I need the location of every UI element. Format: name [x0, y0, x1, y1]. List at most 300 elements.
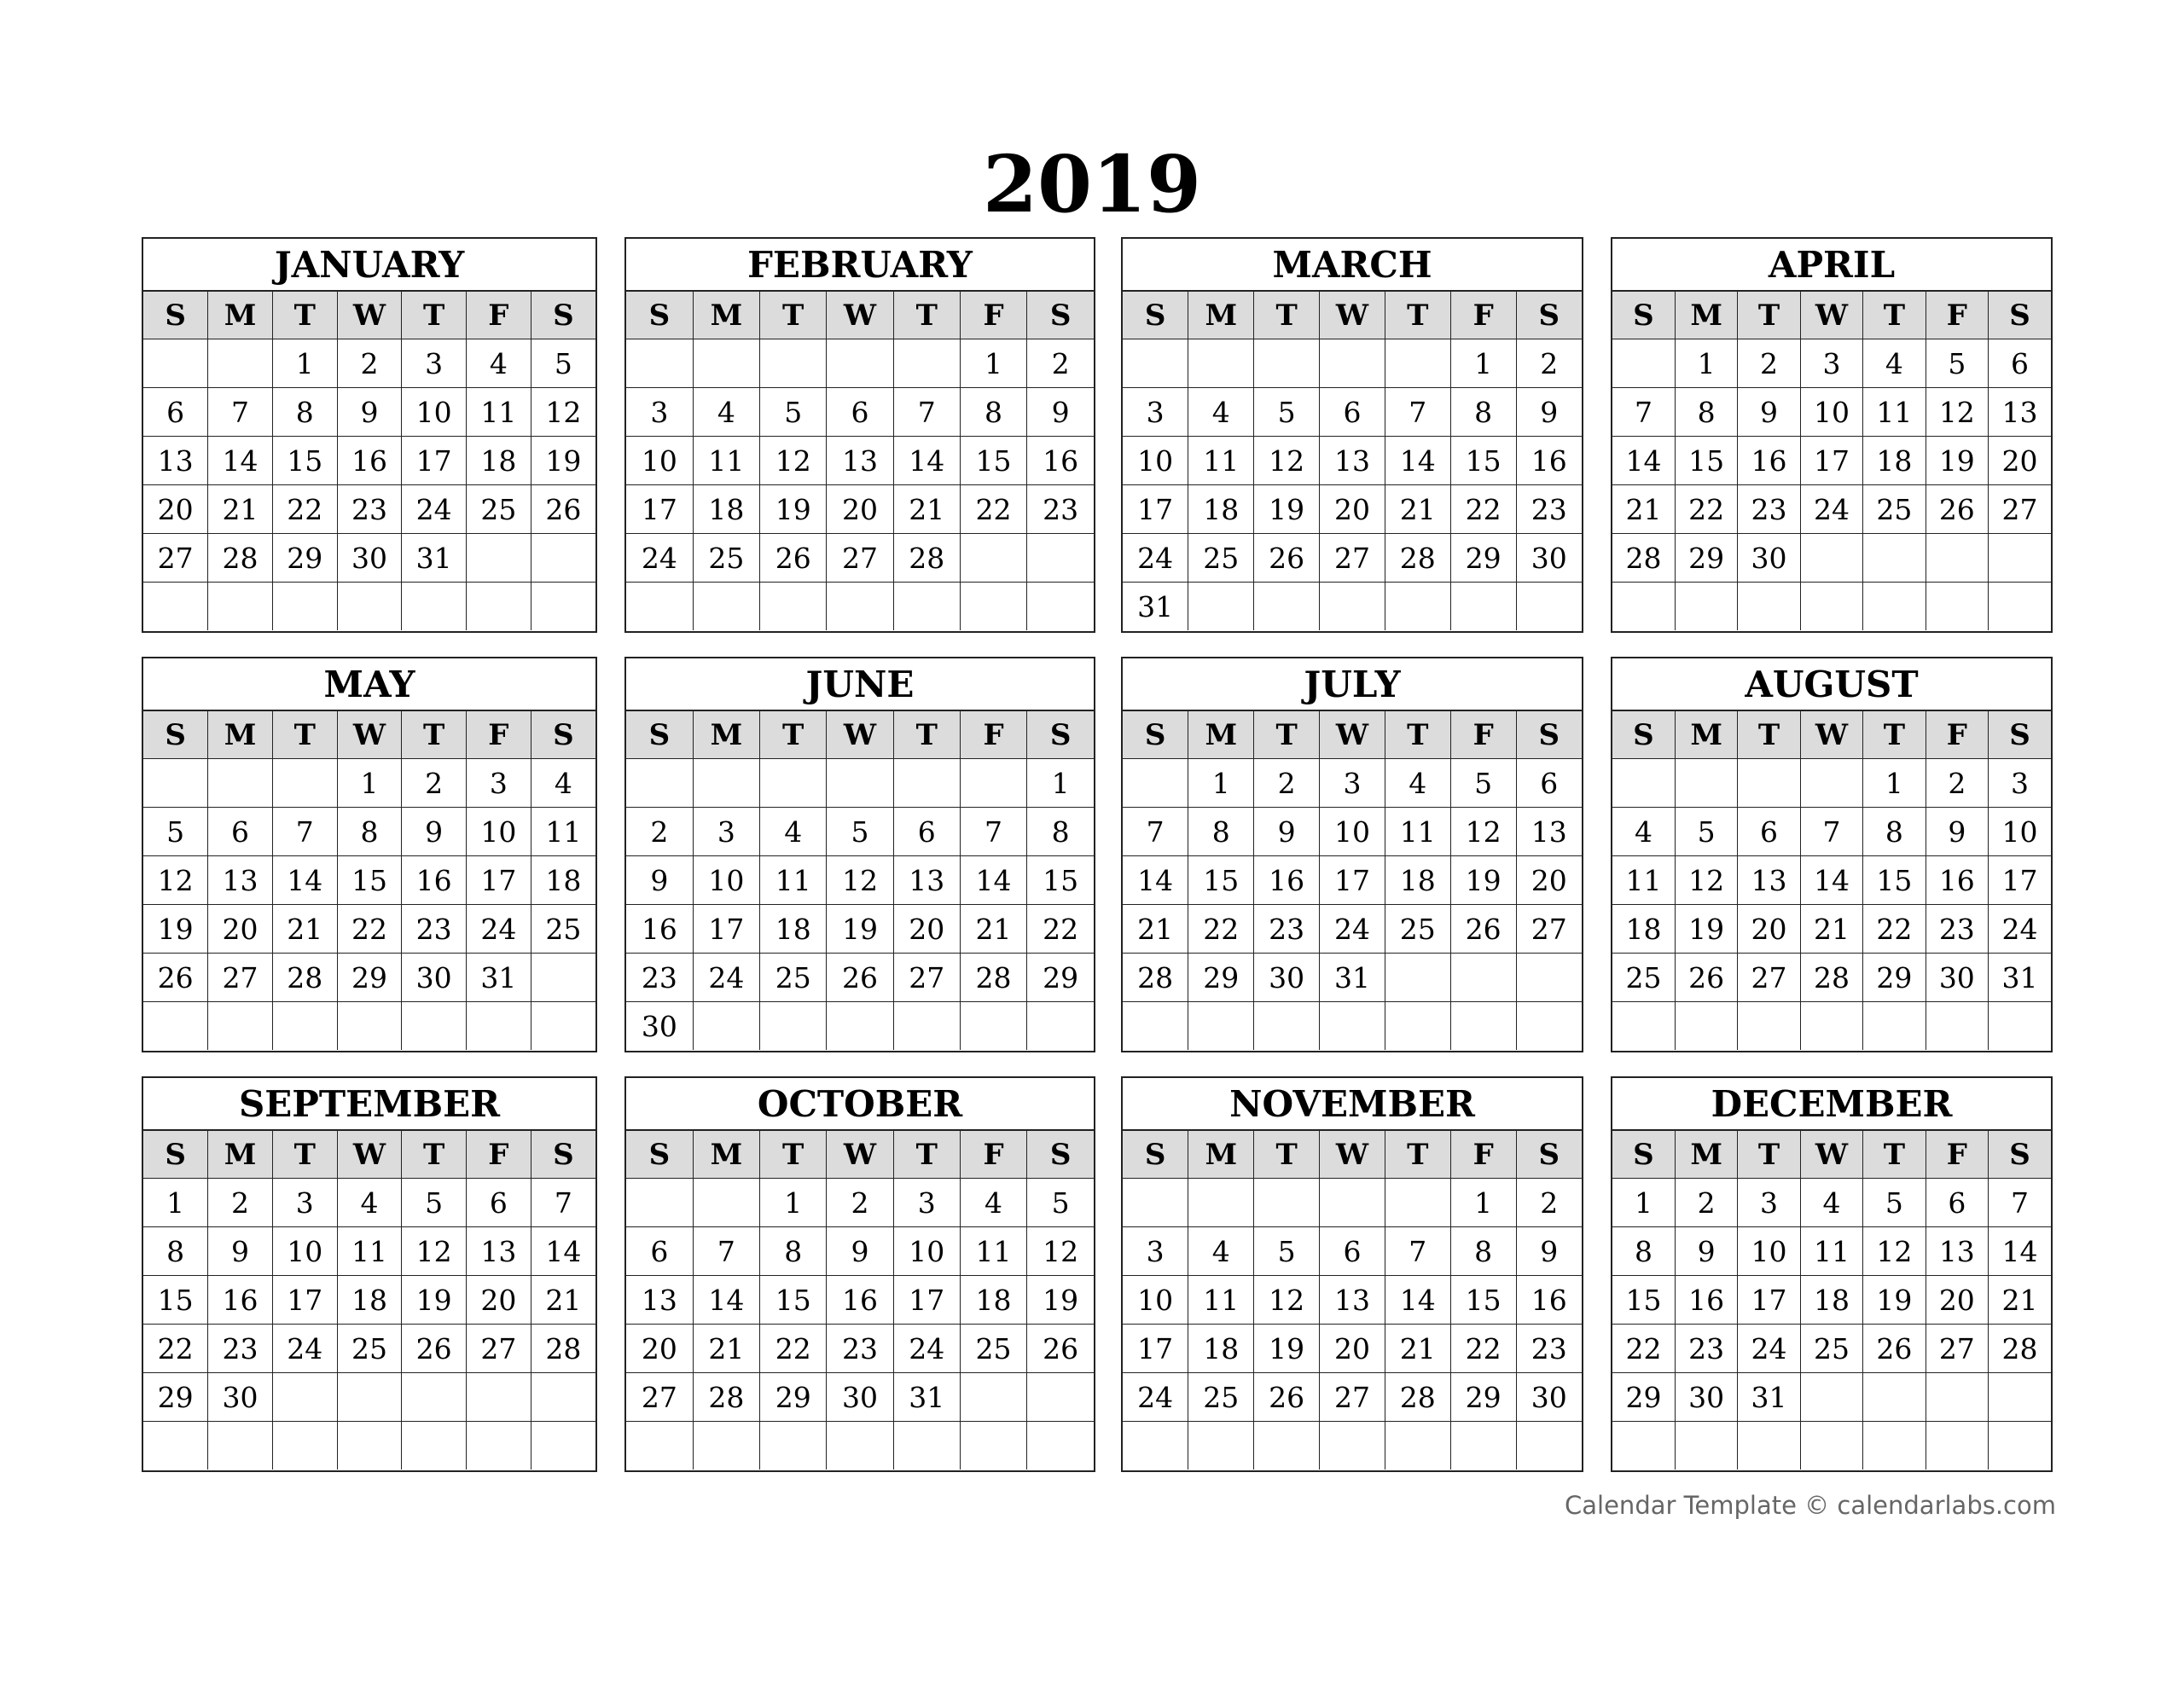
day-cell: 6 [467, 1179, 531, 1227]
month-february [624, 237, 1095, 633]
month-grid [1123, 292, 1582, 630]
day-cell [1612, 339, 1675, 388]
week-row [1123, 856, 1582, 905]
day-cell [1123, 1179, 1188, 1227]
day-cell: 10 [693, 856, 759, 905]
day-cell: 9 [626, 856, 693, 905]
weekday-label: W [1800, 292, 1862, 339]
day-cell: 16 [1675, 1276, 1737, 1325]
day-cell: 15 [1188, 856, 1254, 905]
day-cell [337, 1422, 402, 1470]
day-cell: 25 [1863, 485, 1926, 534]
day-cell: 27 [1320, 1373, 1385, 1422]
week-row [626, 905, 1094, 954]
weekday-label: M [1188, 292, 1254, 339]
day-cell: 18 [760, 905, 827, 954]
week-row [143, 905, 595, 954]
day-cell: 13 [827, 437, 893, 485]
day-cell: 9 [1926, 808, 1988, 856]
day-cell: 15 [1863, 856, 1926, 905]
day-cell: 10 [1123, 1276, 1188, 1325]
month-name: NOVEMBER [1123, 1078, 1582, 1131]
day-cell: 17 [1738, 1276, 1800, 1325]
day-cell: 24 [1320, 905, 1385, 954]
day-cell: 28 [1385, 1373, 1450, 1422]
weekday-label: S [1027, 711, 1094, 759]
day-cell [531, 534, 595, 583]
day-cell: 20 [893, 905, 960, 954]
day-cell [1863, 1002, 1926, 1051]
day-cell [1385, 1179, 1450, 1227]
day-cell: 20 [143, 485, 208, 534]
day-cell: 28 [893, 534, 960, 583]
day-cell [402, 583, 467, 631]
week-row [626, 1373, 1094, 1422]
weekday-label: M [693, 711, 759, 759]
day-cell [1450, 1422, 1516, 1470]
day-cell: 8 [1188, 808, 1254, 856]
month-july [1121, 657, 1583, 1052]
day-cell: 2 [1926, 759, 1988, 808]
day-cell: 23 [1254, 905, 1320, 954]
day-cell: 27 [1926, 1325, 1988, 1373]
week-row [1612, 583, 2051, 631]
week-row [1123, 485, 1582, 534]
day-cell: 4 [1612, 808, 1675, 856]
day-cell [1123, 1422, 1188, 1470]
day-cell: 7 [1989, 1179, 2051, 1227]
day-cell: 4 [1188, 1227, 1254, 1276]
day-cell: 19 [143, 905, 208, 954]
day-cell [1612, 583, 1675, 631]
day-cell: 3 [1320, 759, 1385, 808]
day-cell: 19 [1926, 437, 1988, 485]
weekday-header-row [143, 1131, 595, 1179]
day-cell: 13 [1989, 388, 2051, 437]
day-cell: 7 [693, 1227, 759, 1276]
day-cell: 31 [402, 534, 467, 583]
day-cell: 17 [272, 1276, 337, 1325]
day-cell: 23 [402, 905, 467, 954]
day-cell [1027, 1373, 1094, 1422]
weekday-label: T [402, 292, 467, 339]
day-cell: 25 [960, 1325, 1026, 1373]
day-cell: 29 [272, 534, 337, 583]
day-cell: 23 [1926, 905, 1988, 954]
day-cell: 12 [760, 437, 827, 485]
week-row [1612, 339, 2051, 388]
day-cell [337, 1002, 402, 1051]
day-cell: 26 [1863, 1325, 1926, 1373]
month-grid [1612, 1131, 2051, 1470]
week-row [1612, 485, 2051, 534]
week-row [1612, 388, 2051, 437]
day-cell [1863, 1422, 1926, 1470]
day-cell: 17 [467, 856, 531, 905]
day-cell [1863, 1373, 1926, 1422]
week-row [1123, 759, 1582, 808]
day-cell [1738, 1422, 1800, 1470]
day-cell [143, 1002, 208, 1051]
day-cell: 19 [827, 905, 893, 954]
day-cell [1254, 1179, 1320, 1227]
day-cell: 7 [1385, 1227, 1450, 1276]
day-cell: 31 [1123, 583, 1188, 631]
day-cell [1612, 759, 1675, 808]
day-cell: 8 [337, 808, 402, 856]
day-cell [827, 583, 893, 631]
day-cell: 9 [1516, 1227, 1582, 1276]
day-cell: 13 [1738, 856, 1800, 905]
day-cell: 20 [1989, 437, 2051, 485]
week-row [1612, 905, 2051, 954]
day-cell: 10 [402, 388, 467, 437]
weekday-label: S [1123, 1131, 1188, 1179]
day-cell: 8 [1027, 808, 1094, 856]
day-cell: 1 [1188, 759, 1254, 808]
day-cell: 4 [1800, 1179, 1862, 1227]
day-cell: 15 [760, 1276, 827, 1325]
day-cell: 28 [960, 954, 1026, 1002]
day-cell: 25 [1188, 534, 1254, 583]
day-cell: 4 [531, 759, 595, 808]
day-cell [1800, 583, 1862, 631]
day-cell: 5 [1926, 339, 1988, 388]
week-row [1612, 954, 2051, 1002]
day-cell: 7 [208, 388, 273, 437]
weekday-label: W [1800, 1131, 1862, 1179]
day-cell [893, 339, 960, 388]
day-cell: 2 [1738, 339, 1800, 388]
day-cell: 13 [1320, 437, 1385, 485]
weekday-label: S [531, 711, 595, 759]
weekday-label: T [1738, 292, 1800, 339]
day-cell: 25 [1385, 905, 1450, 954]
day-cell [1800, 1422, 1862, 1470]
day-cell [1675, 759, 1737, 808]
weekday-label: S [143, 292, 208, 339]
day-cell: 10 [893, 1227, 960, 1276]
day-cell: 3 [1989, 759, 2051, 808]
day-cell: 21 [1989, 1276, 2051, 1325]
week-row [1123, 534, 1582, 583]
day-cell: 29 [337, 954, 402, 1002]
day-cell: 16 [1738, 437, 1800, 485]
day-cell: 1 [1450, 1179, 1516, 1227]
day-cell: 13 [1320, 1276, 1385, 1325]
weekday-label: T [1738, 711, 1800, 759]
week-row [143, 759, 595, 808]
weekday-label: S [1989, 292, 2051, 339]
day-cell: 4 [337, 1179, 402, 1227]
weekday-label: S [1027, 1131, 1094, 1179]
weekday-label: S [1516, 1131, 1582, 1179]
day-cell: 29 [1450, 534, 1516, 583]
weekday-label: M [1188, 711, 1254, 759]
day-cell: 19 [1675, 905, 1737, 954]
day-cell [760, 583, 827, 631]
day-cell [827, 339, 893, 388]
day-cell [1675, 583, 1737, 631]
day-cell: 1 [337, 759, 402, 808]
weekday-label: S [1516, 292, 1582, 339]
day-cell [143, 583, 208, 631]
week-row [1123, 339, 1582, 388]
day-cell: 3 [402, 339, 467, 388]
day-cell: 12 [1254, 437, 1320, 485]
day-cell: 21 [1612, 485, 1675, 534]
day-cell: 7 [1612, 388, 1675, 437]
day-cell: 3 [1123, 1227, 1188, 1276]
day-cell: 4 [960, 1179, 1026, 1227]
day-cell: 6 [208, 808, 273, 856]
day-cell: 22 [1027, 905, 1094, 954]
weekday-label: S [1516, 711, 1582, 759]
day-cell: 22 [1188, 905, 1254, 954]
day-cell: 18 [1385, 856, 1450, 905]
weekday-label: F [1450, 292, 1516, 339]
week-row [1123, 437, 1582, 485]
weekday-label: T [1385, 711, 1450, 759]
day-cell: 4 [693, 388, 759, 437]
day-cell [1612, 1002, 1675, 1051]
month-name: FEBRUARY [626, 239, 1094, 292]
day-cell: 7 [1385, 388, 1450, 437]
day-cell [1450, 583, 1516, 631]
day-cell: 18 [467, 437, 531, 485]
day-cell [1800, 1002, 1862, 1051]
day-cell [1800, 1373, 1862, 1422]
day-cell [337, 583, 402, 631]
day-cell [1385, 1002, 1450, 1051]
week-row [143, 1179, 595, 1227]
day-cell [208, 339, 273, 388]
day-cell [143, 339, 208, 388]
week-row [1123, 1325, 1582, 1373]
day-cell: 17 [1123, 485, 1188, 534]
day-cell: 30 [1675, 1373, 1737, 1422]
day-cell: 10 [1989, 808, 2051, 856]
day-cell: 22 [1450, 1325, 1516, 1373]
day-cell: 4 [467, 339, 531, 388]
weekday-label: S [626, 292, 693, 339]
day-cell [1800, 759, 1862, 808]
day-cell: 18 [1800, 1276, 1862, 1325]
day-cell: 10 [626, 437, 693, 485]
month-march [1121, 237, 1583, 633]
week-row [1612, 808, 2051, 856]
week-row [1123, 1179, 1582, 1227]
week-row [143, 1002, 595, 1051]
day-cell: 28 [1800, 954, 1862, 1002]
weekday-label: S [1989, 1131, 2051, 1179]
week-row [626, 954, 1094, 1002]
weekday-header-row [1612, 711, 2051, 759]
day-cell: 7 [531, 1179, 595, 1227]
weekday-label: S [626, 1131, 693, 1179]
day-cell [693, 1002, 759, 1051]
day-cell: 26 [1450, 905, 1516, 954]
day-cell: 5 [1027, 1179, 1094, 1227]
weekday-label: M [693, 292, 759, 339]
day-cell [1863, 583, 1926, 631]
day-cell: 3 [1123, 388, 1188, 437]
day-cell: 11 [1800, 1227, 1862, 1276]
day-cell: 6 [1516, 759, 1582, 808]
day-cell: 26 [1926, 485, 1988, 534]
day-cell: 29 [760, 1373, 827, 1422]
day-cell [1188, 583, 1254, 631]
day-cell: 14 [1385, 1276, 1450, 1325]
day-cell [272, 1002, 337, 1051]
day-cell: 1 [1450, 339, 1516, 388]
day-cell: 1 [1027, 759, 1094, 808]
day-cell: 15 [1612, 1276, 1675, 1325]
day-cell [1027, 1002, 1094, 1051]
day-cell [760, 1002, 827, 1051]
weekday-header-row [143, 711, 595, 759]
day-cell [1027, 1422, 1094, 1470]
day-cell: 18 [960, 1276, 1026, 1325]
day-cell: 11 [1612, 856, 1675, 905]
weekday-label: M [1188, 1131, 1254, 1179]
day-cell: 5 [827, 808, 893, 856]
day-cell: 14 [893, 437, 960, 485]
day-cell: 30 [626, 1002, 693, 1051]
day-cell: 31 [893, 1373, 960, 1422]
day-cell: 28 [1123, 954, 1188, 1002]
day-cell: 31 [1738, 1373, 1800, 1422]
month-name: MARCH [1123, 239, 1582, 292]
day-cell: 1 [272, 339, 337, 388]
day-cell: 4 [1863, 339, 1926, 388]
day-cell: 16 [626, 905, 693, 954]
day-cell: 23 [827, 1325, 893, 1373]
month-name: APRIL [1612, 239, 2051, 292]
day-cell: 7 [893, 388, 960, 437]
day-cell: 16 [1926, 856, 1988, 905]
weekday-label: F [467, 292, 531, 339]
day-cell: 24 [693, 954, 759, 1002]
day-cell: 8 [1675, 388, 1737, 437]
day-cell: 13 [893, 856, 960, 905]
month-name: DECEMBER [1612, 1078, 2051, 1131]
month-name: AUGUST [1612, 658, 2051, 711]
week-row [1612, 856, 2051, 905]
day-cell: 14 [1123, 856, 1188, 905]
day-cell: 14 [272, 856, 337, 905]
day-cell [1320, 1179, 1385, 1227]
day-cell [467, 1422, 531, 1470]
weekday-header-row [626, 1131, 1094, 1179]
day-cell: 14 [1989, 1227, 2051, 1276]
weekday-label: F [467, 1131, 531, 1179]
day-cell [693, 583, 759, 631]
day-cell: 28 [1385, 534, 1450, 583]
day-cell: 8 [1863, 808, 1926, 856]
week-row [626, 339, 1094, 388]
day-cell: 1 [143, 1179, 208, 1227]
month-october [624, 1076, 1095, 1472]
day-cell [1188, 1422, 1254, 1470]
day-cell: 13 [208, 856, 273, 905]
day-cell: 11 [337, 1227, 402, 1276]
day-cell: 19 [402, 1276, 467, 1325]
day-cell [693, 759, 759, 808]
day-cell: 22 [1863, 905, 1926, 954]
weekday-header-row [1123, 711, 1582, 759]
day-cell: 5 [1675, 808, 1737, 856]
day-cell [760, 759, 827, 808]
weekday-label: W [1320, 1131, 1385, 1179]
weekday-label: F [1926, 1131, 1988, 1179]
day-cell: 12 [1926, 388, 1988, 437]
day-cell: 11 [760, 856, 827, 905]
day-cell [1188, 1002, 1254, 1051]
day-cell: 31 [1320, 954, 1385, 1002]
day-cell: 6 [893, 808, 960, 856]
day-cell [1320, 1002, 1385, 1051]
day-cell: 21 [531, 1276, 595, 1325]
day-cell: 16 [1254, 856, 1320, 905]
weekday-label: T [272, 711, 337, 759]
weekday-label: S [531, 1131, 595, 1179]
weekday-label: F [960, 711, 1026, 759]
day-cell: 27 [1516, 905, 1582, 954]
day-cell: 4 [1385, 759, 1450, 808]
weekday-label: S [1123, 711, 1188, 759]
weekday-label: T [1254, 711, 1320, 759]
day-cell [1254, 1002, 1320, 1051]
day-cell [960, 1002, 1026, 1051]
week-row [143, 388, 595, 437]
day-cell: 9 [1738, 388, 1800, 437]
day-cell: 6 [1926, 1179, 1988, 1227]
day-cell: 23 [1675, 1325, 1737, 1373]
day-cell: 8 [1450, 1227, 1516, 1276]
week-row [143, 339, 595, 388]
day-cell: 11 [960, 1227, 1026, 1276]
day-cell: 8 [143, 1227, 208, 1276]
week-row [143, 954, 595, 1002]
week-row [1123, 1002, 1582, 1051]
week-row [626, 856, 1094, 905]
day-cell: 22 [1675, 485, 1737, 534]
day-cell: 21 [208, 485, 273, 534]
day-cell: 16 [827, 1276, 893, 1325]
day-cell: 16 [1027, 437, 1094, 485]
month-november [1121, 1076, 1583, 1472]
day-cell [1612, 1422, 1675, 1470]
day-cell [1738, 1002, 1800, 1051]
day-cell: 8 [1450, 388, 1516, 437]
day-cell: 13 [143, 437, 208, 485]
day-cell: 11 [1385, 808, 1450, 856]
day-cell [626, 1422, 693, 1470]
day-cell [1385, 583, 1450, 631]
week-row [1612, 1325, 2051, 1373]
week-row [143, 1373, 595, 1422]
day-cell: 2 [208, 1179, 273, 1227]
day-cell: 19 [531, 437, 595, 485]
day-cell: 24 [626, 534, 693, 583]
day-cell: 10 [272, 1227, 337, 1276]
week-row [1123, 1422, 1582, 1470]
day-cell: 21 [1385, 485, 1450, 534]
day-cell [1516, 954, 1582, 1002]
day-cell [893, 583, 960, 631]
month-august [1611, 657, 2053, 1052]
